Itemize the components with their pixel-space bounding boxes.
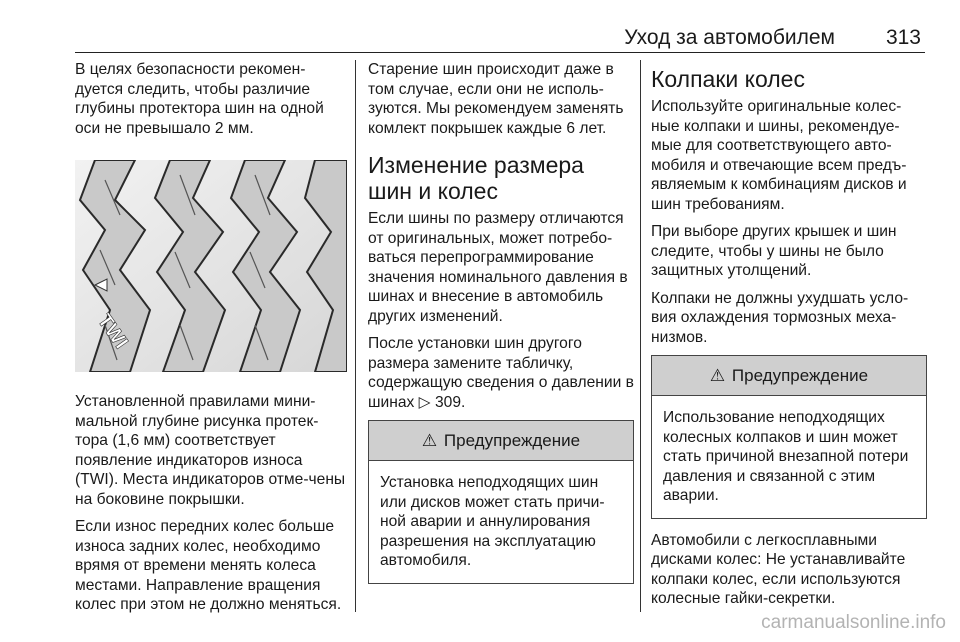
watermark: carmanualsonline.info — [761, 612, 946, 633]
warning-box — [651, 355, 927, 519]
paragraph-text: После установки шин другого размера замените табличку, содержащую сведения о давлении в шинах — [368, 335, 634, 411]
warning-box — [368, 420, 634, 584]
tire-tread-illustration — [75, 160, 347, 372]
column-right — [651, 60, 927, 617]
warning-header — [369, 421, 633, 461]
paragraph: Используйте оригинальные колес-ные колпаки и шины, рекомендуе-мые для соответствующего авто-мобиля и отвечающие всем предъ-являемым к комбинациям дисков и шин требованиям. — [651, 98, 907, 213]
column-middle — [368, 60, 634, 596]
page-section-title: Уход за автомобилем — [624, 26, 835, 49]
warning-title: Предупреждение — [443, 431, 581, 450]
paragraph: Если износ передних колес больше износа задних колес, необходимо врямя от времени менять колеса местами. Направление вращения колес при этом не должно меняться. — [75, 518, 342, 613]
paragraph: Колпаки не должны ухудшать усло-вия охлаждения тормозных меха-низмов. — [651, 289, 909, 346]
warning-triangle-icon: ⚠ — [709, 366, 726, 385]
column-divider — [640, 60, 641, 612]
paragraph: В целях безопасности рекомен-дуется следить, чтобы различие глубины протектора шин на одной оси не превышало 2 мм. — [75, 61, 324, 137]
page-reference[interactable]: 309. — [435, 393, 466, 411]
paragraph: Старение шин происходит даже в том случае, если они не исполь-зуются. Мы рекомендуем заменять комлект покрышек каждые 6 лет. — [368, 61, 624, 137]
paragraph-with-reference — [368, 334, 634, 412]
warning-title: Предупреждение — [731, 366, 869, 385]
paragraph: Автомобили с легкосплавными дисками колес: Не устанавливайте колпаки колес, если используются колесные гайки-секретки. — [651, 531, 906, 607]
section-heading: Колпаки колес — [651, 66, 805, 92]
page-reference-arrow-icon: ▷ — [418, 393, 431, 411]
column-left — [75, 60, 347, 623]
tire-tread-svg — [75, 160, 347, 372]
warning-text: Использование неподходящих колесных колпаков и шин может стать причиной внезапной потери давления и связанной с этим аварии. — [663, 409, 909, 504]
paragraph: Если шины по размеру отличаются от оригинальных, может потребо-ваться перепрограммирование значения номинального давления в шинах и внесение в автомобиль других изменений. — [368, 210, 628, 325]
paragraph: Установленной правилами мини-мальной глубине рисунка протек-тора (1,6 мм) соответствует появление индикаторов износа (TWI). Места индикаторов отме-чены на боковине покрышки. — [75, 393, 346, 508]
section-heading: Изменение размера шин и колес — [368, 152, 584, 204]
page-header — [75, 22, 925, 53]
warning-header — [652, 356, 926, 396]
twi-label: TWI — [92, 310, 132, 353]
warning-text: Установка неподходящих шин или дисков может стать причи-ной аварии и аннулирования разрешения на эксплуатацию автомобиля. — [380, 474, 605, 569]
warning-triangle-icon: ⚠ — [421, 431, 438, 450]
paragraph: При выборе других крышек и шин следите, чтобы у шины не было защитных утолщений. — [651, 223, 897, 279]
page-number: 313 — [885, 26, 921, 49]
column-divider — [355, 60, 356, 612]
